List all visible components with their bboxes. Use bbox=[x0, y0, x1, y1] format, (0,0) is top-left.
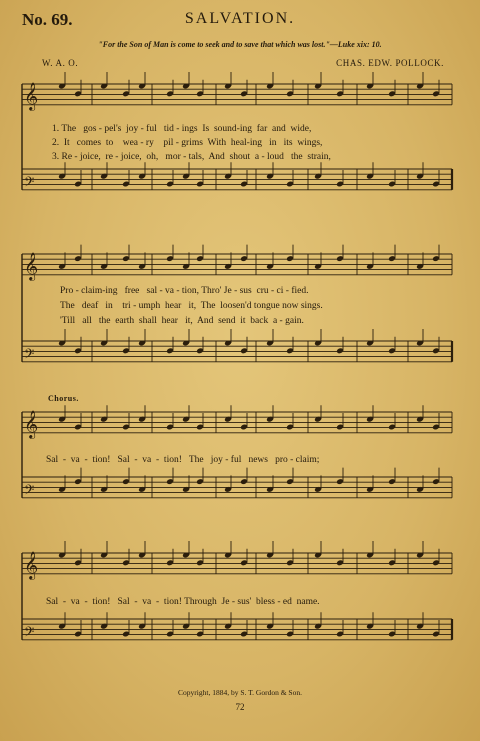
staff bbox=[22, 405, 452, 439]
bass-clef-icon: 𝄢 bbox=[24, 625, 35, 643]
treble-clef-icon: 𝄞 bbox=[24, 411, 39, 438]
copyright-notice: Copyright, 1884, by S. T. Gordon & Son. bbox=[178, 688, 302, 697]
lyricist-credit: W. A. O. bbox=[42, 58, 79, 68]
page-number: 72 bbox=[235, 702, 245, 712]
verse-3-line-2: 'Till all the earth shall hear it, And send it back a - gain. bbox=[60, 316, 304, 326]
chorus-line-1: Sal - va - tion! Sal - va - tion! The joy - ful news pro - claim; bbox=[46, 455, 320, 465]
staff bbox=[22, 612, 452, 643]
treble-clef-icon: 𝄞 bbox=[24, 552, 39, 579]
hymn-title: SALVATION. bbox=[184, 10, 296, 27]
treble-clef-icon: 𝄞 bbox=[24, 83, 39, 110]
verse-1-line-2: Pro - claim-ing free sal - va - tion, Thro' Je - sus cru - ci - fied. bbox=[60, 286, 309, 296]
staff bbox=[22, 468, 452, 501]
bass-clef-icon: 𝄢 bbox=[24, 175, 35, 193]
staff bbox=[22, 541, 452, 580]
chorus-label: Chorus. bbox=[48, 394, 79, 403]
verse-2-line-1: 2. It comes to wea - ry pil - grims With heal-ing in its wings, bbox=[52, 138, 323, 148]
composer-credit: CHAS. EDW. POLLOCK. bbox=[336, 58, 444, 68]
verse-3-line-1: 3. Re - joice, re - joice, oh, mor - tals, And shout a - loud the strain, bbox=[52, 152, 331, 162]
treble-clef-icon: 𝄞 bbox=[24, 253, 39, 280]
verse-1-line-1: 1. The gos - pel's joy - ful tid - ings Is sound-ing far and wide, bbox=[52, 124, 312, 134]
verse-2-line-2: The deaf in tri - umph hear it, The loosen'd tongue now sings. bbox=[60, 301, 323, 311]
staff bbox=[22, 329, 452, 365]
hymn-number: No. 69. bbox=[22, 10, 73, 29]
staff bbox=[22, 72, 452, 111]
staff bbox=[22, 162, 452, 193]
staff bbox=[22, 245, 452, 281]
bass-clef-icon: 𝄢 bbox=[24, 483, 35, 501]
scripture-epigraph: "For the Son of Man is come to seek and to save that which was lost."—Luke xix: 10. bbox=[98, 40, 382, 49]
chorus-line-2: Sal - va - tion! Sal - va - tion! Through Je - sus' bless - ed name. bbox=[46, 597, 320, 607]
bass-clef-icon: 𝄢 bbox=[24, 347, 35, 365]
